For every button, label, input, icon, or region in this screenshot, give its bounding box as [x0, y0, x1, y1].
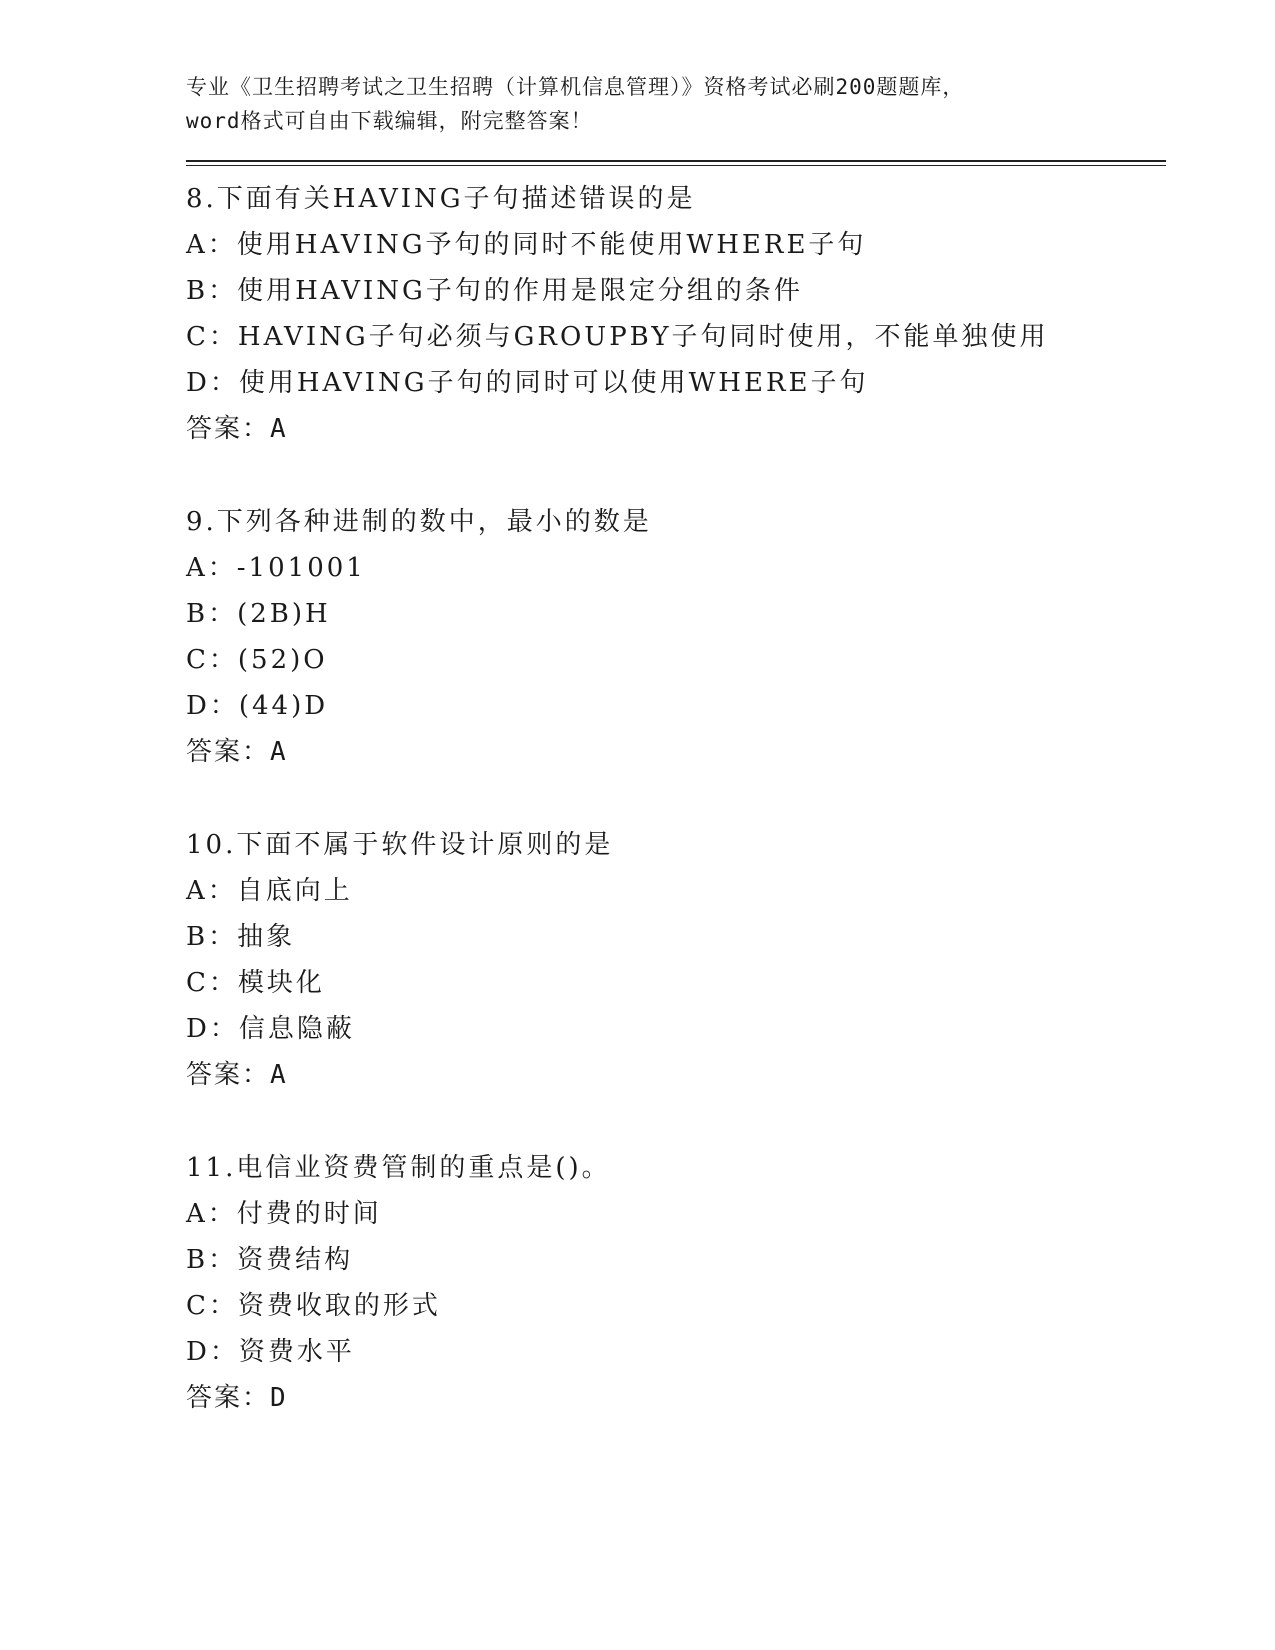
option-a: A：使用HAVING予句的同时不能使用WHERE子句 — [186, 230, 867, 260]
question-stem: 10.下面不属于软件设计原则的是 — [186, 830, 614, 860]
header-line-2: word格式可自由下载编辑，附完整答案！ — [186, 109, 593, 133]
header-divider — [186, 160, 1166, 166]
header-line-1: 专业《卫生招聘考试之卫生招聘（计算机信息管理）》资格考试必刷200题题库， — [186, 75, 965, 99]
option-d: D：信息隐蔽 — [186, 1014, 355, 1044]
document-page — [186, 70, 1166, 1468]
document-header — [186, 70, 1166, 138]
option-c: C：HAVING子句必须与GROUPBY子句同时使用，不能单独使用 — [186, 322, 1049, 352]
question-stem: 8.下面有关HAVING子句描述错误的是 — [186, 184, 696, 214]
option-d: D：使用HAVING子句的同时可以使用WHERE子句 — [186, 368, 869, 398]
question-stem: 9.下列各种进制的数中，最小的数是 — [186, 507, 652, 537]
question-9 — [186, 499, 1166, 775]
option-a: A：-101001 — [186, 553, 366, 583]
answer-line: 答案：A — [186, 737, 288, 767]
option-b: B：使用HAVING子句的作用是限定分组的条件 — [186, 276, 803, 306]
question-stem: 11.电信业资费管制的重点是()。 — [186, 1153, 611, 1183]
option-c: C：资费收取的形式 — [186, 1291, 441, 1321]
option-b: B：资费结构 — [186, 1245, 354, 1275]
option-b: B：抽象 — [186, 922, 296, 952]
answer-line: 答案：D — [186, 1383, 288, 1413]
option-a: A：自底向上 — [186, 876, 353, 906]
answer-line: 答案：A — [186, 414, 288, 444]
option-d: D：(44)D — [186, 691, 329, 721]
option-b: B：(2B)H — [186, 599, 331, 629]
question-8 — [186, 176, 1166, 452]
option-c: C：模块化 — [186, 968, 325, 998]
question-list — [186, 176, 1166, 1421]
option-d: D：资费水平 — [186, 1337, 355, 1367]
answer-line: 答案：A — [186, 1060, 288, 1090]
question-11 — [186, 1145, 1166, 1421]
question-10 — [186, 822, 1166, 1098]
option-c: C：(52)O — [186, 645, 328, 675]
option-a: A：付费的时间 — [186, 1199, 382, 1229]
